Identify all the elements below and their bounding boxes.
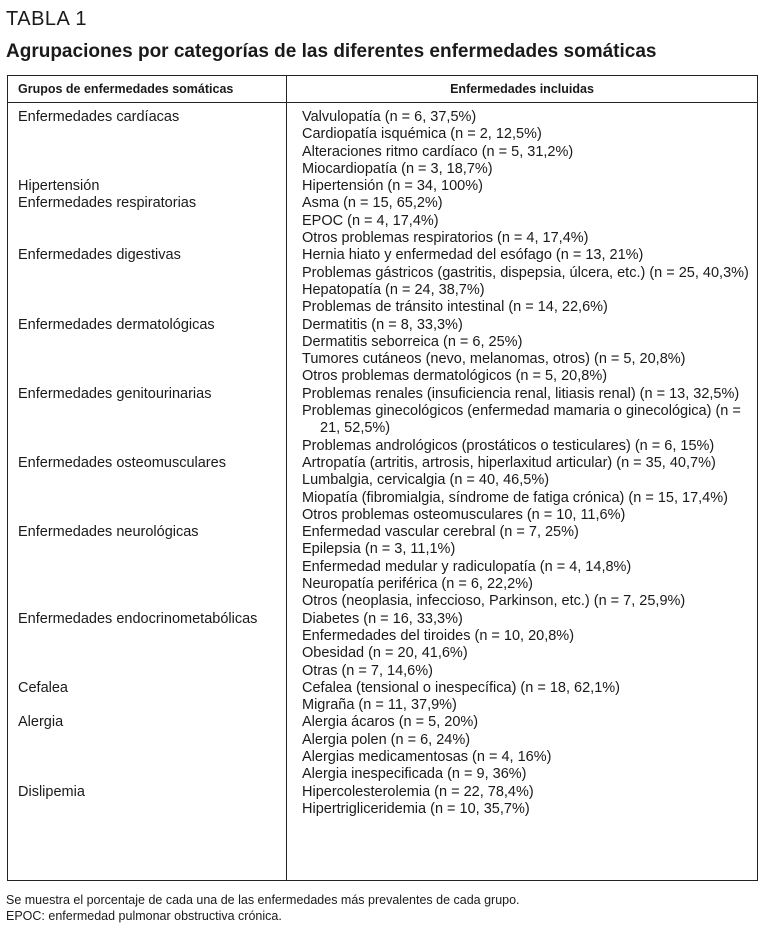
disease-item: Alteraciones ritmo cardíaco (n = 5, 31,2%) [302, 143, 574, 160]
table-title: Agrupaciones por categorías de las diferentes enfermedades somáticas [6, 41, 657, 62]
disease-list [302, 714, 752, 783]
group-name: Enfermedades neurológicas [18, 524, 199, 541]
disease-item: Enfermedad medular y radiculopatía (n = 4, 14,8%) [302, 558, 632, 575]
disease-list [302, 524, 752, 610]
group-name: Cefalea [18, 679, 68, 696]
table-header-row [8, 76, 757, 103]
disease-list [302, 455, 752, 524]
group-name: Enfermedades cardíacas [18, 109, 180, 125]
disease-item: Dermatitis seborreica (n = 6, 25%) [302, 333, 523, 350]
disease-item: Problemas gástricos (gastritis, dispepsia, úlcera, etc.) (n = 25, 40,3%) [302, 264, 749, 281]
disease-item: Enfermedades del tiroides (n = 10, 20,8%) [302, 627, 575, 644]
disease-item: Valvulopatía (n = 6, 37,5%) [302, 109, 477, 125]
group-name: Alergia [18, 714, 64, 731]
footnote-epoc: EPOC: enfermedad pulmonar obstructiva crónica. [6, 909, 282, 923]
disease-item: Miopatía (fibromialgia, síndrome de fatiga crónica) (n = 15, 17,4%) [302, 489, 728, 506]
header-included: Enfermedades incluidas [450, 82, 594, 96]
disease-item: Lumbalgia, cervicalgia (n = 40, 46,5%) [302, 472, 550, 489]
disease-item: Asma (n = 15, 65,2%) [302, 195, 443, 212]
group-name: Enfermedades genitourinarias [18, 385, 212, 402]
footnotes [6, 892, 520, 924]
disease-item: Otros problemas dermatológicos (n = 5, 20,8%) [302, 368, 608, 385]
table-row [8, 109, 757, 178]
disease-item: Alergia inespecificada (n = 9, 36%) [302, 766, 527, 783]
table-row [8, 784, 757, 819]
group-name: Enfermedades dermatológicas [18, 316, 215, 333]
disease-item: Alergias medicamentosas (n = 4, 16%) [302, 748, 552, 765]
disease-list [302, 247, 752, 316]
table-label: TABLA 1 [6, 8, 87, 30]
disease-item: Problemas de tránsito intestinal (n = 14, 22,6%) [302, 299, 608, 316]
table-row [8, 524, 757, 610]
group-name: Enfermedades digestivas [18, 247, 181, 264]
disease-item: Problemas ginecológicos (enfermedad mamaria o ginecológica) (n = 21, 52,5%) [302, 403, 741, 437]
disease-list [302, 178, 752, 195]
disease-item: Hernia hiato y enfermedad del esófago (n = 13, 21%) [302, 247, 644, 264]
disease-list [302, 680, 752, 715]
disease-item: Hepatopatía (n = 24, 38,7%) [302, 281, 485, 298]
group-name: Enfermedades osteomusculares [18, 454, 226, 471]
disease-item: Otros (neoplasia, infeccioso, Parkinson, etc.) (n = 7, 25,9%) [302, 593, 686, 610]
disease-item: Migraña (n = 11, 37,9%) [302, 697, 457, 714]
disease-list [302, 317, 752, 386]
disease-item: Enfermedad vascular cerebral (n = 7, 25%) [302, 524, 579, 541]
disease-item: Neuropatía periférica (n = 6, 22,2%) [302, 576, 533, 593]
disease-item: Dermatitis (n = 8, 33,3%) [302, 316, 463, 333]
table-row [8, 611, 757, 680]
table-body [8, 109, 757, 818]
disease-item: Hipertrigliceridemia (n = 10, 35,7%) [302, 800, 530, 817]
disease-item: Artropatía (artritis, artrosis, hiperlaxitud articular) (n = 35, 40,7%) [302, 454, 716, 471]
disease-list [302, 386, 752, 455]
table-row [8, 178, 757, 195]
disease-item: Diabetes (n = 16, 33,3%) [302, 610, 463, 627]
disease-item: Otras (n = 7, 14,6%) [302, 662, 433, 679]
disease-item: Alergia polen (n = 6, 24%) [302, 731, 471, 748]
disease-list [302, 195, 752, 247]
disease-item: Cardiopatía isquémica (n = 2, 12,5%) [302, 126, 542, 143]
disease-item: Alergia ácaros (n = 5, 20%) [302, 714, 479, 731]
group-name: Enfermedades respiratorias [18, 195, 197, 212]
table-row [8, 455, 757, 524]
table-row [8, 317, 757, 386]
group-name: Hipertensión [18, 178, 100, 195]
disease-item: Problemas andrológicos (prostáticos o testiculares) (n = 6, 15%) [302, 437, 715, 454]
table-row [8, 195, 757, 247]
disease-item: EPOC (n = 4, 17,4%) [302, 212, 439, 229]
header-groups: Grupos de enfermedades somáticas [18, 82, 234, 96]
data-table [7, 75, 758, 881]
disease-item: Cefalea (tensional o inespecífica) (n = 18, 62,1%) [302, 679, 620, 696]
group-name: Enfermedades endocrinometabólicas [18, 610, 258, 627]
table-row [8, 386, 757, 455]
disease-item: Obesidad (n = 20, 41,6%) [302, 645, 468, 662]
disease-item: Epilepsia (n = 3, 11,1%) [302, 541, 456, 558]
disease-item: Hipercolesterolemia (n = 22, 78,4%) [302, 783, 534, 800]
disease-item: Otros problemas respiratorios (n = 4, 17,4%) [302, 230, 589, 247]
disease-item: Miocardiopatía (n = 3, 18,7%) [302, 160, 493, 177]
table-row [8, 714, 757, 783]
disease-list [302, 784, 752, 819]
group-name: Dislipemia [18, 783, 85, 800]
disease-list [302, 109, 752, 178]
disease-item: Problemas renales (insuficiencia renal, litiasis renal) (n = 13, 32,5%) [302, 385, 740, 402]
disease-item: Hipertensión (n = 34, 100%) [302, 178, 483, 195]
footnote-percentages: Se muestra el porcentaje de cada una de las enfermedades más prevalentes de cada grupo. [6, 893, 520, 907]
disease-item: Tumores cutáneos (nevo, melanomas, otros) (n = 5, 20,8%) [302, 351, 686, 368]
disease-item: Otros problemas osteomusculares (n = 10, 11,6%) [302, 506, 626, 523]
disease-list [302, 611, 752, 680]
table-row [8, 247, 757, 316]
table-row [8, 680, 757, 715]
